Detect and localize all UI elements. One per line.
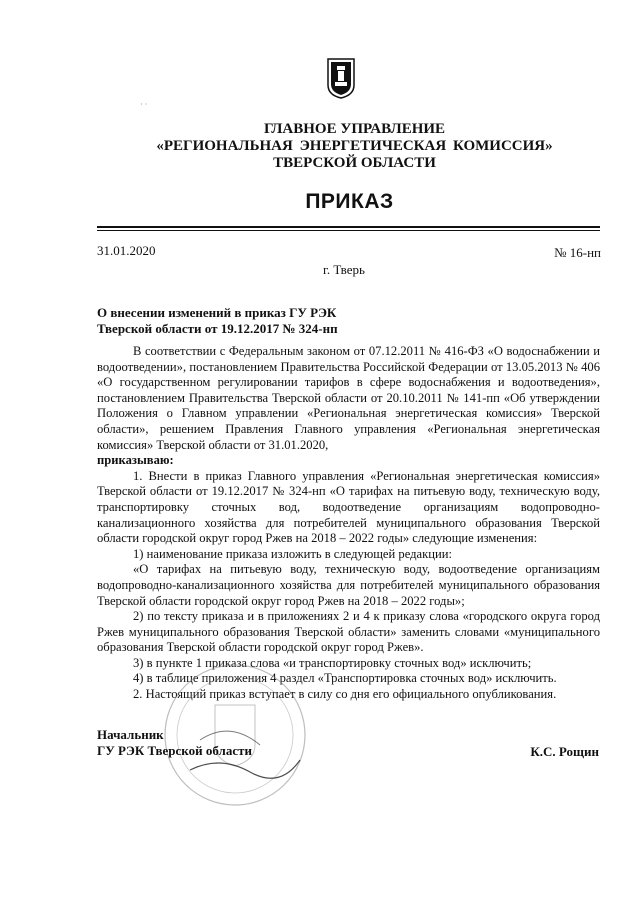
signer-position	[97, 727, 252, 759]
header-line-2: «РЕГИОНАЛЬНАЯ ЭНЕРГЕТИЧЕСКАЯ КОМИССИЯ»	[156, 138, 553, 154]
divider-thin	[97, 230, 600, 231]
document-city: г. Тверь	[323, 262, 365, 277]
coat-of-arms-icon	[326, 57, 356, 99]
scan-speck: · ·	[140, 100, 148, 109]
preamble-paragraph: В соответствии с Федеральным законом от 07.12.2011 № 416-ФЗ «О водоснабжении и водоотведении», постановлением Правительства Российской Федерации от 13.05.2013 № 406 «О государственном регулировании тарифов в сфере водоснабжения и водоотведения», постановлением Правительства Тверской области от 20.10.2011 № 141-пп «Об утверждении Положения о Главном управлении «Региональная энергетическая комиссия» Тверской области», решением Правления Главного управления «Региональная энергетическая комиссия» Тверской области от 31.01.2020,	[97, 344, 600, 452]
subitem-3-paragraph: 3) в пункте 1 приказа слова «и транспортировку сточных вод» исключить;	[133, 655, 532, 670]
document-number: № 16-нп	[554, 245, 601, 260]
subject-line-2: Тверской области от 19.12.2017 № 324-нп	[97, 321, 338, 336]
document-title: ПРИКАЗ	[305, 190, 394, 213]
signer-position-line-1: Начальник	[97, 727, 164, 742]
subitem-2-paragraph: 2) по тексту приказа и в приложениях 2 и 4 к приказу слова «городского округа город Ржев муниципального образования Тверской области» заменить словами «муниципального образования Тверской области городской округ город Ржев».	[97, 609, 600, 655]
header-line-3: ТВЕРСКОЙ ОБЛАСТИ	[273, 155, 436, 171]
signer-name: К.С. Рощин	[530, 744, 599, 759]
divider-thick	[97, 226, 600, 228]
subitem-1-paragraph: 1) наименование приказа изложить в следующей редакции:	[133, 546, 452, 561]
order-word: приказываю:	[97, 453, 174, 468]
signer-position-line-2: ГУ РЭК Тверской области	[97, 743, 252, 758]
item-2-paragraph: 2. Настоящий приказ вступает в силу со дня его официального опубликования.	[133, 687, 557, 702]
document-date: 31.01.2020	[97, 243, 156, 258]
item-1-paragraph: 1. Внести в приказ Главного управления «Региональная энергетическая комиссия» Тверской области от 19.12.2017 № 324-нп «О тарифах на питьевую воду, техническую воду, транспортировку сточных вод, водоотведение организациям водопроводно-канализационного хозяйства для потребителей муниципального образования Тверской области городской округ город Ржев на 2018 – 2022 годы» следующие изменения:	[97, 468, 600, 546]
document-body	[97, 344, 600, 703]
subject-line-1: О внесении изменений в приказ ГУ РЭК	[97, 305, 337, 320]
header-line-1: ГЛАВНОЕ УПРАВЛЕНИЕ	[263, 121, 446, 137]
new-title-paragraph: «О тарифах на питьевую воду, техническую воду, водоотведение организациям водопроводно-канализационного хозяйства для потребителей муниципального образования Тверской области городской округ город Ржев на 2018 – 2022 годы»;	[97, 562, 600, 608]
subitem-4-paragraph: 4) в таблице приложения 4 раздел «Транспортировка сточных вод» исключить.	[133, 671, 557, 686]
document-subject	[97, 305, 338, 337]
